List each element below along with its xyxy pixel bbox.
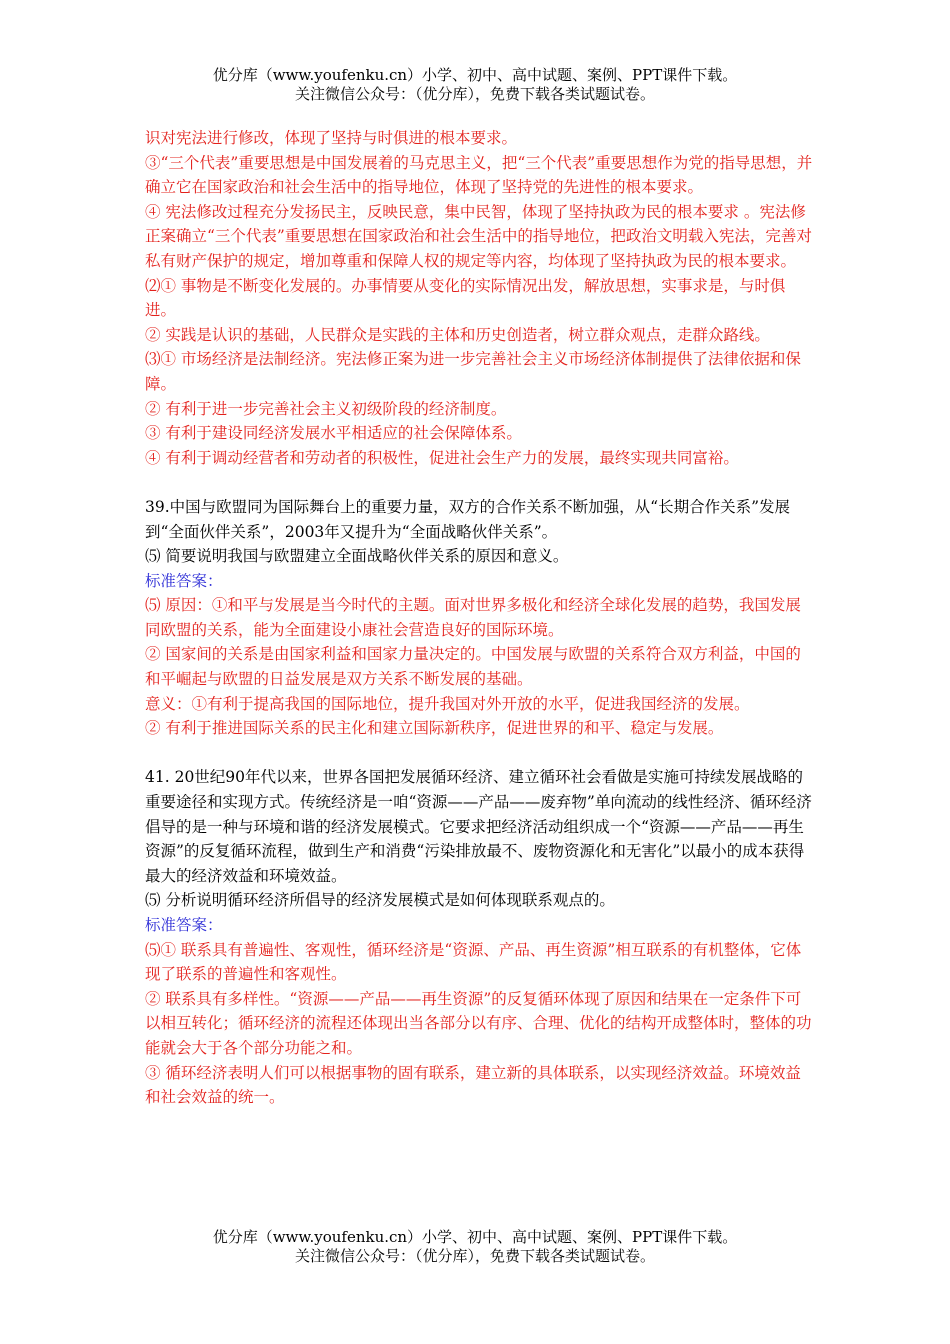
answer-line: ② 实践是认识的基础，人民群众是实践的主体和历史创造者，树立群众观点，走群众路线。 xyxy=(145,325,770,344)
answer-line: ② 有利于推进国际关系的民主化和建立国际新秩序，促进世界的和平、稳定与发展。 xyxy=(145,719,724,738)
footer-line-2: 关注微信公众号：（优分库），免费下载各类试题试卷。 xyxy=(294,1247,655,1265)
answer-line: ③“三个代表”重要思想是中国发展着的马克思主义，把“三个代表”重要思想作为党的指导思想，并确立它在国家政治和社会生活中的指导地位，体现了坚持党的先进性的根本要求。 xyxy=(145,153,813,197)
footer-line-1: 优分库（www.youfenku.cn）小学、初中、高中试题、案例、PPT课件下载。 xyxy=(212,1228,738,1246)
answer-line: ⑶① 市场经济是法制经济。宪法修正案为进一步完善社会主义市场经济体制提供了法律依据和保障。 xyxy=(145,350,801,393)
answer-line: ④ 宪法修改过程充分发扬民主，反映民意，集中民智，体现了坚持执政为民的根本要求 。宪法修正案确立“三个代表”重要思想在国家政治和社会生活中的指导地位，把政治文明载入宪法，完善对私有财产保护的规定，增加尊重和保障人权的规定等内容，均体现了坚持执政为民的根本要求。 xyxy=(145,202,812,270)
answer-line: ⑸ 原因：①和平与发展是当今时代的主题。面对世界多极化和经济全球化发展的趋势，我国发展同欧盟的关系，能为全面建设小康社会营造良好的国际环境。 xyxy=(145,596,801,639)
answer-line: ② 有利于进一步完善社会主义初级阶段的经济制度。 xyxy=(145,399,507,418)
answer-continuation xyxy=(145,126,813,470)
page-header xyxy=(0,66,950,104)
question-text: 41. 20世纪90年代以来，世界各国把发展循环经济、建立循环社会看做是实施可持续发展战略的重要途径和实现方式。传统经济是一咱“资源——产品——废弃物”单向流动的线性经济、循环经济倡导的是一种与环境和谐的经济发展模式。它要求把经济活动组织成一个“资源——产品——再生资源”的反复循环流程，做到生产和消费“污染排放最不、废物资源化和无害化”以最小的成本获得最大的经济效益和环境效益。 xyxy=(145,768,812,885)
answer-line: ④ 有利于调动经营者和劳动者的积极性，促进社会生产力的发展，最终实现共同富裕。 xyxy=(145,448,739,467)
question-39 xyxy=(145,495,813,741)
answer-line: ② 联系具有多样性。“资源——产品——再生资源”的反复循环体现了原因和结果在一定条件下可以相互转化；循环经济的流程还体现出当各部分以有序、合理、优化的结构开成整体时，整体的功能就会大于各个部分功能之和。 xyxy=(145,989,812,1057)
answer-label: 标准答案： xyxy=(145,571,223,590)
spacer xyxy=(145,741,813,766)
sub-question: ⑸ 分析说明循环经济所倡导的经济发展模式是如何体现联系观点的。 xyxy=(145,891,615,910)
answer-line: 意义：①有利于提高我国的国际地位，提升我国对外开放的水平，促进我国经济的发展。 xyxy=(145,694,750,713)
answer-line: ③ 循环经济表明人们可以根据事物的固有联系，建立新的具体联系，以实现经济效益。环境效益和社会效益的统一。 xyxy=(145,1063,801,1107)
answer-line: ② 国家间的关系是由国家利益和国家力量决定的。中国发展与欧盟的关系符合双方利益，中国的和平崛起与欧盟的日益发展是双方关系不断发展的基础。 xyxy=(145,645,801,689)
answer-label: 标准答案： xyxy=(145,916,223,934)
spacer xyxy=(145,470,813,495)
question-text: 39.中国与欧盟同为国际舞台上的重要力量，双方的合作关系不断加强，从“长期合作关系”发展到“全面伙伴关系”，2003年又提升为“全面战略伙伴关系”。 xyxy=(145,497,791,541)
document-body xyxy=(145,126,813,1110)
answer-line: ③ 有利于建设同经济发展水平相适应的社会保障体系。 xyxy=(145,424,522,443)
answer-line: 识对宪法进行修改，体现了坚持与时俱进的根本要求。 xyxy=(145,129,518,147)
answer-line: ⑸① 联系具有普遍性、客观性，循环经济是“资源、产品、再生资源”相互联系的有机整体，它体现了联系的普遍性和客观性。 xyxy=(145,940,802,984)
header-line-2: 关注微信公众号：（优分库），免费下载各类试题试卷。 xyxy=(294,85,655,103)
question-41 xyxy=(145,765,813,1109)
answer-line: ⑵① 事物是不断变化发展的。办事情要从变化的实际情况出发，解放思想，实事求是，与时俱进。 xyxy=(145,276,786,320)
header-line-1: 优分库（www.youfenku.cn）小学、初中、高中试题、案例、PPT课件下载。 xyxy=(212,66,738,84)
page-footer xyxy=(0,1228,950,1266)
sub-question: ⑸ 简要说明我国与欧盟建立全面战略伙伴关系的原因和意义。 xyxy=(145,547,569,566)
